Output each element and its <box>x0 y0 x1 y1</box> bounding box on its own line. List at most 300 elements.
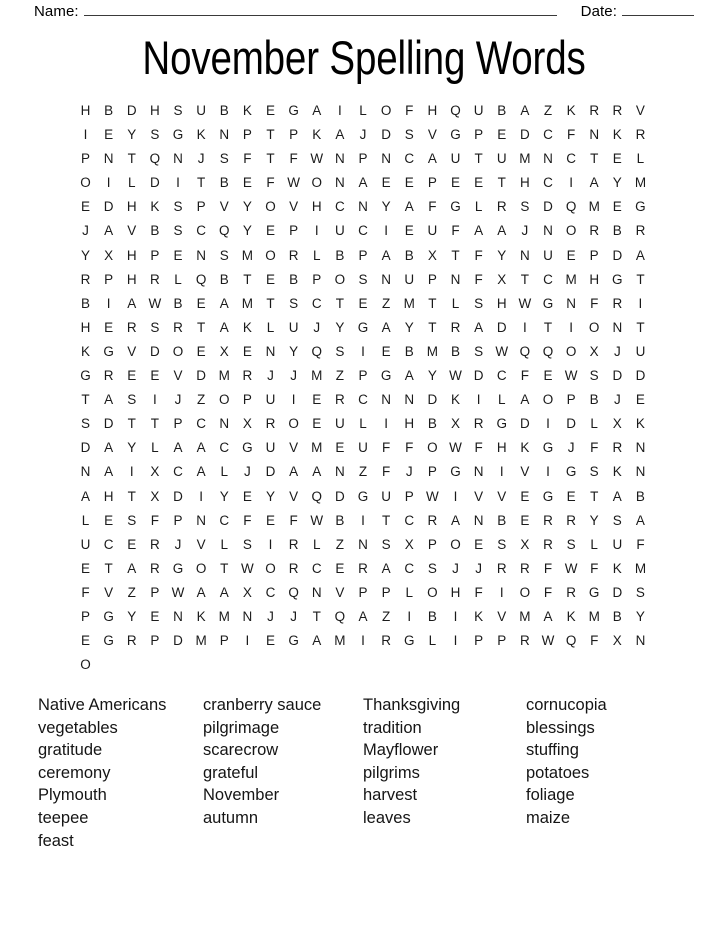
grid-cell[interactable]: X <box>150 464 160 480</box>
grid-cell[interactable]: O <box>195 560 207 576</box>
grid-cell[interactable]: R <box>496 199 507 215</box>
grid-cell[interactable]: I <box>499 464 504 480</box>
grid-cell[interactable]: F <box>590 633 599 649</box>
word-list-item[interactable]: maize <box>526 808 571 827</box>
grid-cell[interactable]: H <box>126 271 137 287</box>
grid-cell[interactable]: R <box>150 560 160 576</box>
grid-cell[interactable]: L <box>405 584 413 600</box>
grid-cell[interactable]: R <box>589 103 600 118</box>
grid-cell[interactable]: I <box>314 223 319 239</box>
grid-cell[interactable]: I <box>153 392 157 408</box>
grid-cell[interactable]: J <box>244 464 251 480</box>
grid-cell[interactable]: X <box>242 584 252 600</box>
grid-cell[interactable]: G <box>450 127 461 143</box>
grid-cell[interactable]: S <box>635 584 645 600</box>
grid-cell[interactable]: M <box>241 295 254 311</box>
grid-cell[interactable]: H <box>150 103 160 118</box>
grid-cell[interactable]: E <box>381 175 391 191</box>
grid-cell[interactable]: A <box>358 608 368 624</box>
grid-cell[interactable]: F <box>243 151 252 167</box>
grid-cell[interactable]: B <box>450 343 460 359</box>
grid-cell[interactable]: H <box>404 416 415 432</box>
grid-cell[interactable]: N <box>635 464 646 480</box>
grid-cell[interactable]: E <box>242 343 252 359</box>
word-list-item[interactable]: blessings <box>526 718 595 737</box>
grid-cell[interactable]: E <box>104 512 114 528</box>
grid-cell[interactable]: L <box>451 295 460 311</box>
grid-cell[interactable]: A <box>635 247 645 263</box>
grid-cell[interactable]: S <box>219 247 229 263</box>
grid-cell[interactable]: R <box>80 271 91 287</box>
grid-cell[interactable]: J <box>567 440 575 456</box>
grid-cell[interactable]: C <box>311 295 322 311</box>
grid-cell[interactable]: I <box>361 633 365 649</box>
grid-cell[interactable]: E <box>520 512 530 528</box>
grid-cell[interactable]: T <box>150 416 160 432</box>
grid-cell[interactable]: B <box>427 416 437 432</box>
grid-cell[interactable]: N <box>566 295 576 311</box>
grid-cell[interactable]: F <box>474 271 483 287</box>
grid-cell[interactable]: R <box>589 223 600 239</box>
grid-cell[interactable]: H <box>80 103 91 118</box>
grid-cell[interactable]: L <box>636 151 645 167</box>
grid-cell[interactable]: V <box>219 199 229 215</box>
grid-cell[interactable]: E <box>266 103 276 118</box>
grid-cell[interactable]: R <box>335 392 345 408</box>
grid-cell[interactable]: F <box>405 103 414 118</box>
grid-cell[interactable]: S <box>219 151 229 167</box>
grid-cell[interactable]: N <box>612 319 623 335</box>
grid-cell[interactable]: H <box>126 199 137 215</box>
grid-cell[interactable]: Z <box>127 584 136 600</box>
grid-cell[interactable]: B <box>497 103 507 118</box>
grid-cell[interactable]: P <box>427 271 437 287</box>
grid-cell[interactable]: U <box>450 151 461 167</box>
grid-cell[interactable]: H <box>427 103 438 118</box>
grid-cell[interactable]: P <box>358 368 368 384</box>
grid-cell[interactable]: Y <box>335 319 345 335</box>
grid-cell[interactable]: I <box>569 319 573 335</box>
grid-cell[interactable]: L <box>128 175 136 191</box>
grid-cell[interactable]: A <box>196 464 206 480</box>
grid-cell[interactable]: K <box>196 127 206 143</box>
grid-cell[interactable]: L <box>497 392 506 408</box>
grid-cell[interactable]: E <box>520 488 530 504</box>
grid-cell[interactable]: I <box>199 488 204 504</box>
grid-cell[interactable]: E <box>173 247 183 263</box>
grid-cell[interactable]: E <box>81 633 91 649</box>
grid-cell[interactable]: R <box>612 440 623 456</box>
grid-cell[interactable]: M <box>218 368 230 384</box>
grid-cell[interactable]: S <box>381 536 391 552</box>
grid-cell[interactable]: H <box>103 488 114 504</box>
grid-cell[interactable]: C <box>219 440 230 456</box>
grid-cell[interactable]: T <box>428 295 437 311</box>
grid-cell[interactable]: X <box>404 536 414 552</box>
grid-cell[interactable]: L <box>151 440 159 456</box>
grid-cell[interactable]: R <box>150 536 160 552</box>
grid-cell[interactable]: P <box>289 127 299 143</box>
grid-cell[interactable]: M <box>426 343 438 359</box>
grid-cell[interactable]: S <box>173 103 183 118</box>
grid-cell[interactable]: W <box>564 368 578 384</box>
grid-cell[interactable]: I <box>245 633 250 649</box>
grid-cell[interactable]: F <box>543 560 553 576</box>
grid-cell[interactable]: C <box>173 464 183 480</box>
grid-cell[interactable]: I <box>106 175 111 191</box>
grid-cell[interactable]: H <box>496 295 507 311</box>
grid-cell[interactable]: R <box>427 512 438 528</box>
grid-cell[interactable]: R <box>265 416 276 432</box>
grid-cell[interactable]: M <box>588 608 600 624</box>
grid-cell[interactable]: G <box>588 584 600 600</box>
grid-cell[interactable]: J <box>613 343 621 359</box>
grid-cell[interactable]: E <box>566 247 576 263</box>
grid-cell[interactable]: B <box>404 247 414 263</box>
grid-cell[interactable]: E <box>635 392 645 408</box>
word-list-item[interactable]: pilgrimage <box>203 718 280 737</box>
grid-cell[interactable]: N <box>173 608 183 624</box>
grid-cell[interactable]: V <box>127 343 137 359</box>
grid-cell[interactable]: G <box>80 368 91 384</box>
grid-cell[interactable]: U <box>427 223 438 239</box>
grid-cell[interactable]: R <box>126 319 137 335</box>
grid-cell[interactable]: F <box>636 536 645 552</box>
grid-cell[interactable]: K <box>81 343 91 359</box>
grid-cell[interactable]: D <box>519 127 530 143</box>
word-list-item[interactable]: foliage <box>526 786 575 805</box>
grid-cell[interactable]: W <box>148 295 162 311</box>
grid-cell[interactable]: T <box>127 416 136 432</box>
grid-cell[interactable]: C <box>358 392 368 408</box>
grid-cell[interactable]: W <box>241 560 254 576</box>
grid-cell[interactable]: J <box>197 151 205 167</box>
grid-cell[interactable]: W <box>287 175 300 191</box>
grid-cell[interactable]: K <box>474 608 484 624</box>
grid-cell[interactable]: G <box>288 633 299 649</box>
grid-cell[interactable]: R <box>519 560 530 576</box>
grid-cell[interactable]: Q <box>450 103 461 118</box>
word-list-item[interactable]: cornucopia <box>526 696 607 714</box>
grid-cell[interactable]: W <box>171 584 185 600</box>
word-list-item[interactable]: stuffing <box>526 741 579 760</box>
grid-cell[interactable]: N <box>381 271 391 287</box>
grid-cell[interactable]: R <box>242 368 253 384</box>
grid-cell[interactable]: B <box>589 392 599 408</box>
grid-cell[interactable]: N <box>404 392 415 408</box>
grid-cell[interactable]: P <box>358 584 368 600</box>
grid-cell[interactable]: T <box>266 151 275 167</box>
grid-cell[interactable]: V <box>173 368 183 384</box>
grid-cell[interactable]: Y <box>589 512 599 528</box>
grid-cell[interactable]: F <box>543 584 553 600</box>
word-list-item[interactable]: Mayflower <box>363 741 439 760</box>
grid-cell[interactable]: F <box>381 440 391 456</box>
grid-cell[interactable]: E <box>104 127 114 143</box>
grid-cell[interactable]: V <box>427 127 437 143</box>
grid-cell[interactable]: S <box>335 343 345 359</box>
grid-cell[interactable]: T <box>636 271 645 287</box>
grid-cell[interactable]: B <box>612 608 622 624</box>
grid-cell[interactable]: R <box>612 103 623 118</box>
grid-cell[interactable]: G <box>103 633 114 649</box>
grid-cell[interactable]: P <box>242 392 252 408</box>
grid-cell[interactable]: B <box>219 175 229 191</box>
grid-cell[interactable]: D <box>335 488 345 504</box>
grid-cell[interactable]: Y <box>427 368 437 384</box>
grid-cell[interactable]: R <box>450 319 461 335</box>
grid-cell[interactable]: C <box>404 560 415 576</box>
grid-cell[interactable]: J <box>452 560 459 576</box>
grid-cell[interactable]: W <box>449 440 462 456</box>
grid-cell[interactable]: E <box>497 127 507 143</box>
grid-cell[interactable]: Y <box>127 608 137 624</box>
grid-cell[interactable]: S <box>173 223 183 239</box>
grid-cell[interactable]: C <box>103 536 114 552</box>
grid-cell[interactable]: E <box>612 151 622 167</box>
grid-cell[interactable]: N <box>335 175 345 191</box>
grid-cell[interactable]: C <box>358 223 368 239</box>
grid-cell[interactable]: Y <box>612 175 622 191</box>
grid-cell[interactable]: L <box>590 536 598 552</box>
grid-cell[interactable]: M <box>634 560 647 576</box>
grid-cell[interactable]: A <box>312 464 322 480</box>
grid-cell[interactable]: M <box>519 608 531 624</box>
word-list-item[interactable]: tradition <box>363 718 422 737</box>
grid-cell[interactable]: M <box>311 368 323 384</box>
grid-cell[interactable]: E <box>81 560 91 576</box>
word-list-item[interactable]: Thanksgiving <box>363 696 461 714</box>
grid-cell[interactable]: R <box>543 536 553 552</box>
grid-cell[interactable]: E <box>381 343 391 359</box>
grid-cell[interactable]: T <box>104 560 113 576</box>
grid-cell[interactable]: X <box>589 343 599 359</box>
word-list-item[interactable]: Plymouth <box>38 786 107 805</box>
grid-cell[interactable]: Q <box>219 223 230 239</box>
grid-cell[interactable]: I <box>291 392 296 408</box>
grid-cell[interactable]: E <box>612 199 622 215</box>
grid-cell[interactable]: F <box>590 440 599 456</box>
grid-cell[interactable]: G <box>172 560 184 576</box>
grid-cell[interactable]: Q <box>288 584 299 600</box>
grid-cell[interactable]: N <box>473 464 484 480</box>
grid-cell[interactable]: O <box>265 560 276 576</box>
grid-cell[interactable]: Q <box>149 151 161 167</box>
grid-cell[interactable]: B <box>612 223 622 239</box>
grid-cell[interactable]: A <box>381 247 391 263</box>
grid-cell[interactable]: L <box>312 247 321 263</box>
grid-cell[interactable]: P <box>173 512 183 528</box>
grid-cell[interactable]: K <box>520 440 530 456</box>
grid-cell[interactable]: U <box>265 440 276 456</box>
grid-cell[interactable]: A <box>335 127 345 143</box>
grid-cell[interactable]: R <box>612 295 623 311</box>
grid-cell[interactable]: C <box>543 271 553 287</box>
grid-cell[interactable]: D <box>265 464 276 480</box>
grid-cell[interactable]: G <box>103 343 114 359</box>
grid-cell[interactable]: A <box>219 584 229 600</box>
grid-cell[interactable]: X <box>450 416 460 432</box>
grid-cell[interactable]: S <box>497 536 507 552</box>
grid-cell[interactable]: P <box>427 464 437 480</box>
grid-cell[interactable]: N <box>242 608 253 624</box>
word-search-grid[interactable] <box>74 99 652 677</box>
grid-cell[interactable]: A <box>612 488 622 504</box>
grid-cell[interactable]: A <box>127 295 137 311</box>
grid-cell[interactable]: J <box>82 223 89 239</box>
grid-cell[interactable]: P <box>81 151 91 167</box>
grid-cell[interactable]: I <box>522 319 527 335</box>
grid-cell[interactable]: G <box>172 127 184 143</box>
grid-cell[interactable]: E <box>266 223 276 239</box>
grid-cell[interactable]: A <box>312 103 322 118</box>
grid-cell[interactable]: F <box>566 127 576 143</box>
grid-cell[interactable]: T <box>243 271 252 287</box>
grid-cell[interactable]: I <box>361 512 365 528</box>
grid-cell[interactable]: F <box>520 368 529 384</box>
grid-cell[interactable]: D <box>381 127 391 143</box>
grid-cell[interactable]: N <box>635 440 646 456</box>
grid-cell[interactable]: R <box>288 536 299 552</box>
grid-cell[interactable]: L <box>220 536 229 552</box>
grid-cell[interactable]: F <box>150 512 160 528</box>
grid-cell[interactable]: D <box>150 343 160 359</box>
grid-cell[interactable]: M <box>311 440 323 456</box>
grid-cell[interactable]: N <box>543 223 553 239</box>
grid-cell[interactable]: P <box>289 223 299 239</box>
grid-cell[interactable]: I <box>476 392 481 408</box>
grid-cell[interactable]: A <box>358 175 368 191</box>
word-list-item[interactable]: leaves <box>363 808 411 827</box>
grid-cell[interactable]: C <box>219 512 230 528</box>
grid-cell[interactable]: F <box>474 247 483 263</box>
word-list-item[interactable]: ceremony <box>38 763 111 782</box>
grid-cell[interactable]: G <box>450 464 461 480</box>
grid-cell[interactable]: G <box>357 319 369 335</box>
word-list-item[interactable]: pilgrims <box>363 763 420 782</box>
grid-cell[interactable]: I <box>453 633 458 649</box>
grid-cell[interactable]: P <box>427 536 437 552</box>
grid-cell[interactable]: O <box>542 392 554 408</box>
grid-cell[interactable]: P <box>312 271 322 287</box>
grid-cell[interactable]: D <box>496 319 507 335</box>
grid-cell[interactable]: K <box>312 127 322 143</box>
grid-cell[interactable]: K <box>566 103 576 118</box>
grid-cell[interactable]: R <box>381 633 391 649</box>
grid-cell[interactable]: H <box>126 247 137 263</box>
grid-cell[interactable]: U <box>404 271 415 287</box>
grid-cell[interactable]: N <box>381 392 391 408</box>
grid-cell[interactable]: G <box>542 488 554 504</box>
grid-cell[interactable]: T <box>451 247 460 263</box>
grid-cell[interactable]: O <box>334 271 346 287</box>
grid-cell[interactable]: Q <box>311 488 322 504</box>
grid-cell[interactable]: O <box>427 584 438 600</box>
grid-cell[interactable]: A <box>427 151 437 167</box>
grid-cell[interactable]: D <box>126 103 137 118</box>
grid-cell[interactable]: H <box>80 319 91 335</box>
grid-cell[interactable]: P <box>589 247 599 263</box>
grid-cell[interactable]: E <box>404 223 414 239</box>
grid-cell[interactable]: A <box>474 223 484 239</box>
grid-cell[interactable]: E <box>266 512 276 528</box>
grid-cell[interactable]: U <box>612 536 623 552</box>
grid-cell[interactable]: A <box>312 633 322 649</box>
grid-cell[interactable]: A <box>404 368 414 384</box>
grid-cell[interactable]: V <box>497 488 507 504</box>
grid-cell[interactable]: D <box>543 199 553 215</box>
grid-cell[interactable]: B <box>219 103 229 118</box>
grid-cell[interactable]: N <box>519 247 530 263</box>
grid-cell[interactable]: T <box>266 127 275 143</box>
grid-cell[interactable]: K <box>150 199 160 215</box>
grid-cell[interactable]: P <box>358 151 368 167</box>
grid-cell[interactable]: N <box>196 512 207 528</box>
grid-cell[interactable]: P <box>81 608 91 624</box>
grid-cell[interactable]: B <box>289 271 299 287</box>
grid-cell[interactable]: Y <box>242 223 252 239</box>
grid-cell[interactable]: V <box>289 199 299 215</box>
grid-cell[interactable]: L <box>312 536 321 552</box>
grid-cell[interactable]: N <box>381 151 391 167</box>
grid-cell[interactable]: J <box>267 608 274 624</box>
grid-cell[interactable]: C <box>335 199 345 215</box>
grid-cell[interactable]: F <box>405 440 414 456</box>
grid-cell[interactable]: L <box>174 271 182 287</box>
grid-cell[interactable]: T <box>381 512 391 528</box>
grid-cell[interactable]: B <box>427 608 437 624</box>
grid-cell[interactable]: J <box>359 127 367 143</box>
grid-cell[interactable]: F <box>289 151 298 167</box>
grid-cell[interactable]: N <box>219 127 230 143</box>
grid-cell[interactable]: Z <box>381 608 391 624</box>
grid-cell[interactable]: B <box>104 103 114 118</box>
grid-cell[interactable]: M <box>403 295 415 311</box>
grid-cell[interactable]: S <box>612 512 622 528</box>
grid-cell[interactable]: R <box>566 512 576 528</box>
grid-cell[interactable]: A <box>104 392 114 408</box>
grid-cell[interactable]: U <box>288 319 299 335</box>
grid-cell[interactable]: C <box>543 127 553 143</box>
grid-cell[interactable]: T <box>428 319 437 335</box>
grid-cell[interactable]: O <box>219 392 230 408</box>
grid-cell[interactable]: I <box>384 223 388 239</box>
grid-cell[interactable]: X <box>242 416 252 432</box>
grid-cell[interactable]: U <box>358 440 368 456</box>
grid-cell[interactable]: N <box>80 464 91 480</box>
grid-cell[interactable]: G <box>612 271 623 287</box>
grid-cell[interactable]: H <box>589 271 600 287</box>
grid-cell[interactable]: S <box>566 536 576 552</box>
grid-cell[interactable]: S <box>150 127 160 143</box>
grid-cell[interactable]: I <box>129 464 134 480</box>
grid-cell[interactable]: H <box>450 584 461 600</box>
grid-cell[interactable]: Z <box>335 368 344 384</box>
grid-cell[interactable]: I <box>407 608 412 624</box>
grid-cell[interactable]: P <box>566 392 576 408</box>
word-list-item[interactable]: teepee <box>38 808 89 827</box>
grid-cell[interactable]: T <box>590 488 599 504</box>
grid-cell[interactable]: A <box>104 440 114 456</box>
grid-cell[interactable]: A <box>104 464 114 480</box>
grid-cell[interactable]: N <box>173 151 183 167</box>
grid-cell[interactable]: N <box>543 151 553 167</box>
grid-cell[interactable]: C <box>196 223 207 239</box>
grid-cell[interactable]: C <box>404 512 415 528</box>
grid-cell[interactable]: X <box>427 247 437 263</box>
grid-cell[interactable]: U <box>496 151 507 167</box>
grid-cell[interactable]: E <box>312 392 322 408</box>
